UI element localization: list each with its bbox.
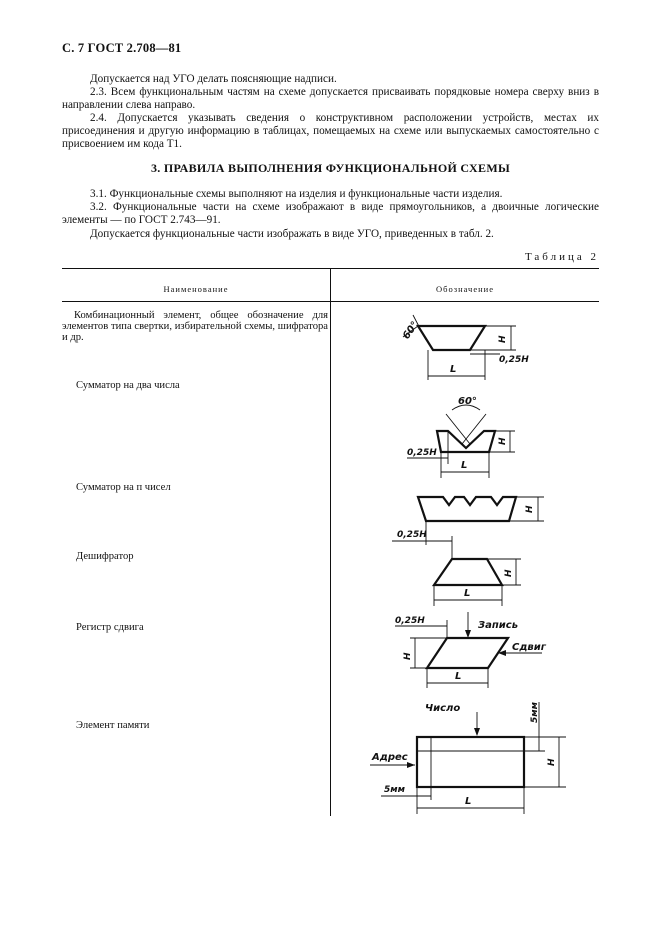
l-label: L [461,460,468,471]
row-name-memory: Элемент памяти [76,720,150,731]
column-header-symbol: Обозначение [436,284,494,294]
row-name-adder-n: Сумматор на п чисел [76,482,171,493]
adder-two-symbol [407,396,515,478]
h-label: H [498,335,508,343]
combinational-element-symbol [401,315,529,380]
shift-register-symbol [395,612,547,688]
quarter-h-label: 0,25H [395,616,425,626]
memory-element-symbol [370,701,566,814]
paragraph: 3.1. Функциональные схемы выполняют на изделия и функциональные части изделия. [90,188,503,200]
l-label: L [464,588,471,599]
five-mm-label: 5мм [530,702,540,723]
paragraph: Допускается функциональные части изображать в виде УГО, приведенных в табл. 2. [90,228,494,240]
l-label: L [465,796,472,807]
angle-label: 60° [401,319,421,342]
page-header: С. 7 ГОСТ 2.708—81 [62,41,182,55]
column-header-name: Наименование [163,284,229,294]
number-label: Число [425,703,461,714]
h-label: H [525,505,535,513]
paragraph: Допускается над УГО делать поясняющие надписи. [90,73,337,85]
h-label: H [498,437,508,445]
row-name-adder-two: Сумматор на два числа [76,380,180,391]
symbols-diagram [331,302,599,822]
paragraph: 2.4. Допускается указывать сведения о конструктивном расположении устройств, местах их присоединения и другую информацию в таблицах, помещаемых на схеме или выпускаемых самостоятельно с присвоением им кода Т1. [62,112,599,151]
decoder-symbol [434,559,521,606]
angle-label: 60° [458,396,477,407]
row-name-decoder: Дешифратор [76,551,134,562]
write-label: Запись [478,620,519,631]
quarter-h-label: 0,25H [499,355,529,365]
l-label: L [450,364,457,375]
quarter-h-label: 0,25H [407,448,437,458]
paragraph: 2.3. Всем функциональным частям на схеме допускается присваивать порядковые номера сверху вниз в направлении слева направо. [62,86,599,112]
section-title: 3. ПРАВИЛА ВЫПОЛНЕНИЯ ФУНКЦИОНАЛЬНОЙ СХЕМЫ [150,161,511,175]
h-label: H [547,758,557,766]
h-label: H [504,569,514,577]
quarter-h-label: 0,25H [397,530,427,540]
h-label: H [403,652,413,660]
adder-n-symbol [392,497,544,559]
l-label: L [455,671,462,682]
address-label: Адрес [372,752,408,763]
paragraph: 3.2. Функциональные части на схеме изображают в виде прямоугольников, а двоичные логические элементы — по ГОСТ 2.743—91. [62,201,599,227]
row-name-shift-register: Регистр сдвига [76,622,144,633]
shift-label: Сдвиг [512,642,546,653]
row-name-combinational: Комбинационный элемент, общее обозначение для элементов типа свертки, избирательной схемы, шифратора и др. [62,310,328,343]
five-mm-label: 5мм [384,785,405,795]
table-label: Таблица 2 [524,251,599,263]
